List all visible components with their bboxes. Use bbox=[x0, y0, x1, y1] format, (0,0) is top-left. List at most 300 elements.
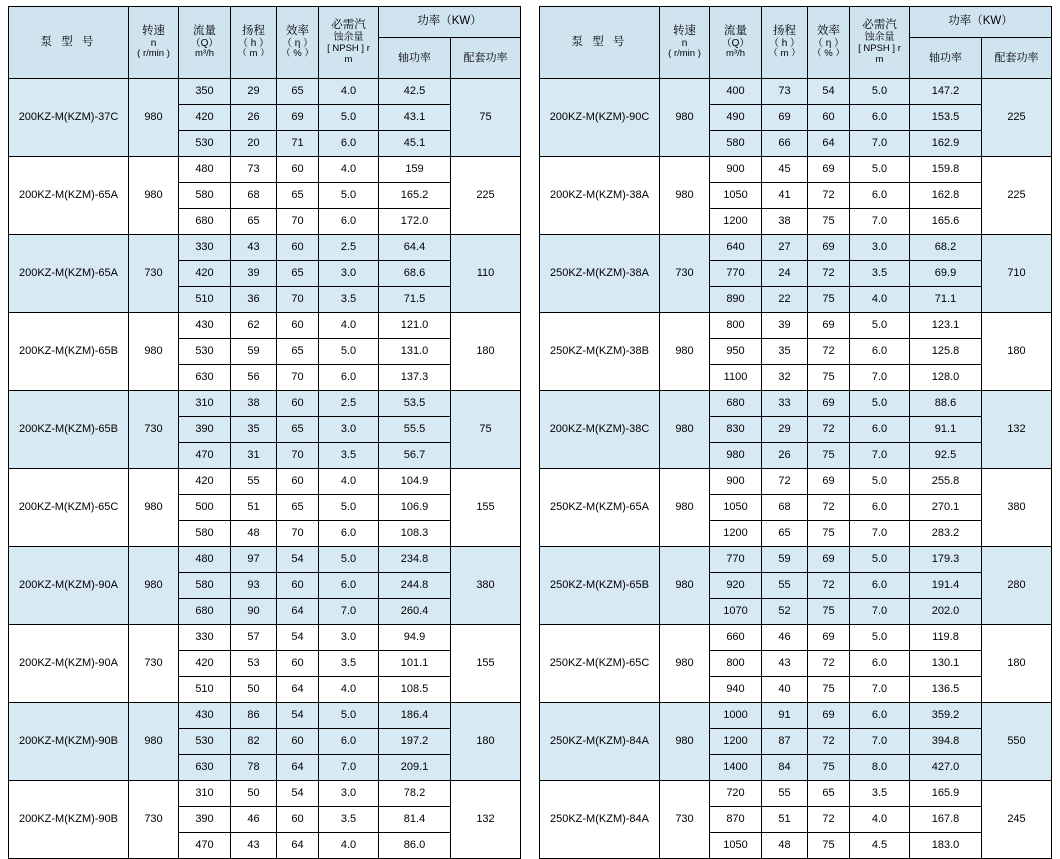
cell-head: 65 bbox=[231, 209, 277, 235]
cell-shaft-power: 131.0 bbox=[379, 339, 451, 365]
table-row bbox=[9, 235, 521, 261]
cell-flow: 420 bbox=[179, 651, 231, 677]
cell-efficiency: 69 bbox=[808, 313, 850, 339]
cell-efficiency: 72 bbox=[808, 261, 850, 287]
cell-npsh: 3.0 bbox=[319, 417, 379, 443]
cell-shaft-power: 81.4 bbox=[379, 807, 451, 833]
cell-head: 39 bbox=[231, 261, 277, 287]
header-head-l3: （ m ） bbox=[768, 48, 801, 60]
cell-efficiency: 72 bbox=[808, 339, 850, 365]
cell-flow: 980 bbox=[710, 443, 762, 469]
table-header-right bbox=[540, 7, 1052, 79]
cell-flow: 470 bbox=[179, 833, 231, 859]
cell-speed: 980 bbox=[129, 79, 179, 157]
header-flow-l1: 流量 bbox=[193, 24, 216, 37]
cell-head: 29 bbox=[231, 79, 277, 105]
cell-speed: 730 bbox=[660, 781, 710, 859]
cell-flow: 500 bbox=[179, 495, 231, 521]
cell-shaft-power: 159 bbox=[379, 157, 451, 183]
header-efficiency bbox=[277, 7, 319, 79]
cell-npsh: 4.0 bbox=[319, 833, 379, 859]
cell-efficiency: 69 bbox=[808, 469, 850, 495]
cell-shaft-power: 56.7 bbox=[379, 443, 451, 469]
cell-flow: 490 bbox=[710, 105, 762, 131]
cell-matched-power: 132 bbox=[982, 391, 1052, 469]
cell-shaft-power: 270.1 bbox=[910, 495, 982, 521]
cell-speed: 980 bbox=[129, 547, 179, 625]
cell-head: 65 bbox=[762, 521, 808, 547]
cell-npsh: 4.0 bbox=[319, 157, 379, 183]
cell-head: 24 bbox=[762, 261, 808, 287]
cell-shaft-power: 53.5 bbox=[379, 391, 451, 417]
cell-shaft-power: 45.1 bbox=[379, 131, 451, 157]
cell-flow: 390 bbox=[179, 417, 231, 443]
table-row bbox=[9, 313, 521, 339]
cell-npsh: 4.0 bbox=[319, 677, 379, 703]
table-row bbox=[540, 313, 1052, 339]
cell-flow: 900 bbox=[710, 469, 762, 495]
cell-shaft-power: 101.1 bbox=[379, 651, 451, 677]
cell-flow: 530 bbox=[179, 729, 231, 755]
cell-head: 29 bbox=[762, 417, 808, 443]
cell-head: 41 bbox=[762, 183, 808, 209]
cell-matched-power: 180 bbox=[982, 625, 1052, 703]
header-eff-l1: 效率 bbox=[817, 24, 840, 37]
header-speed bbox=[129, 7, 179, 79]
cell-flow: 1070 bbox=[710, 599, 762, 625]
table-row bbox=[9, 391, 521, 417]
cell-efficiency: 72 bbox=[808, 807, 850, 833]
cell-efficiency: 64 bbox=[277, 677, 319, 703]
header-shaft-power: 轴功率 bbox=[910, 38, 982, 79]
cell-model: 200KZ-M(KZM)-38A bbox=[540, 157, 660, 235]
table-row bbox=[9, 157, 521, 183]
cell-head: 82 bbox=[231, 729, 277, 755]
header-flow-l3: m³/h bbox=[195, 48, 214, 60]
cell-head: 73 bbox=[231, 157, 277, 183]
cell-flow: 1050 bbox=[710, 183, 762, 209]
cell-head: 50 bbox=[231, 677, 277, 703]
header-eff-l3: （ % ） bbox=[812, 48, 845, 60]
cell-head: 45 bbox=[762, 157, 808, 183]
table-row bbox=[540, 157, 1052, 183]
header-npsh-l1: 必需汽 bbox=[331, 19, 366, 32]
cell-efficiency: 70 bbox=[277, 443, 319, 469]
cell-head: 43 bbox=[231, 833, 277, 859]
cell-flow: 420 bbox=[179, 105, 231, 131]
cell-head: 43 bbox=[762, 651, 808, 677]
cell-efficiency: 69 bbox=[808, 703, 850, 729]
cell-matched-power: 380 bbox=[982, 469, 1052, 547]
cell-npsh: 5.0 bbox=[319, 547, 379, 573]
cell-flow: 510 bbox=[179, 677, 231, 703]
cell-flow: 1200 bbox=[710, 729, 762, 755]
header-speed-l1: 转速 bbox=[142, 24, 165, 37]
cell-efficiency: 72 bbox=[808, 495, 850, 521]
cell-head: 31 bbox=[231, 443, 277, 469]
cell-model: 250KZ-M(KZM)-65B bbox=[540, 547, 660, 625]
cell-efficiency: 60 bbox=[277, 807, 319, 833]
cell-head: 72 bbox=[762, 469, 808, 495]
cell-npsh: 4.0 bbox=[319, 469, 379, 495]
header-power: 功率（KW） bbox=[910, 7, 1052, 38]
header-npsh-l4: m bbox=[344, 53, 353, 65]
cell-head: 56 bbox=[231, 365, 277, 391]
header-speed-l3: ( r/min ) bbox=[137, 48, 170, 60]
cell-shaft-power: 179.3 bbox=[910, 547, 982, 573]
cell-efficiency: 75 bbox=[808, 209, 850, 235]
cell-shaft-power: 78.2 bbox=[379, 781, 451, 807]
cell-head: 46 bbox=[231, 807, 277, 833]
cell-shaft-power: 183.0 bbox=[910, 833, 982, 859]
header-npsh-l2: 蚀余量 bbox=[864, 32, 895, 44]
cell-shaft-power: 128.0 bbox=[910, 365, 982, 391]
header-npsh-l2: 蚀余量 bbox=[333, 32, 364, 44]
cell-efficiency: 69 bbox=[808, 547, 850, 573]
cell-npsh: 7.0 bbox=[850, 131, 910, 157]
header-head-l1: 扬程 bbox=[773, 24, 796, 37]
cell-flow: 580 bbox=[179, 573, 231, 599]
cell-flow: 770 bbox=[710, 261, 762, 287]
cell-flow: 400 bbox=[710, 79, 762, 105]
cell-shaft-power: 244.8 bbox=[379, 573, 451, 599]
cell-flow: 310 bbox=[179, 391, 231, 417]
cell-flow: 800 bbox=[710, 313, 762, 339]
cell-flow: 1050 bbox=[710, 495, 762, 521]
header-head-l1: 扬程 bbox=[242, 24, 265, 37]
cell-flow: 1000 bbox=[710, 703, 762, 729]
cell-matched-power: 75 bbox=[451, 391, 521, 469]
cell-head: 53 bbox=[231, 651, 277, 677]
cell-head: 57 bbox=[231, 625, 277, 651]
cell-npsh: 3.0 bbox=[319, 261, 379, 287]
header-speed-l2: n bbox=[150, 37, 157, 49]
cell-efficiency: 72 bbox=[808, 729, 850, 755]
cell-head: 66 bbox=[762, 131, 808, 157]
cell-head: 48 bbox=[762, 833, 808, 859]
cell-npsh: 6.0 bbox=[850, 651, 910, 677]
cell-npsh: 6.0 bbox=[850, 339, 910, 365]
cell-shaft-power: 42.5 bbox=[379, 79, 451, 105]
cell-shaft-power: 121.0 bbox=[379, 313, 451, 339]
cell-flow: 890 bbox=[710, 287, 762, 313]
cell-npsh: 7.0 bbox=[850, 443, 910, 469]
cell-npsh: 4.0 bbox=[319, 79, 379, 105]
header-flow bbox=[179, 7, 231, 79]
cell-model: 200KZ-M(KZM)-65A bbox=[9, 157, 129, 235]
cell-npsh: 5.0 bbox=[850, 157, 910, 183]
cell-flow: 580 bbox=[179, 183, 231, 209]
cell-flow: 510 bbox=[179, 287, 231, 313]
cell-head: 26 bbox=[231, 105, 277, 131]
cell-npsh: 6.0 bbox=[850, 105, 910, 131]
cell-efficiency: 69 bbox=[808, 625, 850, 651]
cell-model: 250KZ-M(KZM)-84A bbox=[540, 781, 660, 859]
cell-speed: 980 bbox=[660, 469, 710, 547]
cell-efficiency: 65 bbox=[277, 261, 319, 287]
cell-shaft-power: 159.8 bbox=[910, 157, 982, 183]
cell-efficiency: 64 bbox=[277, 833, 319, 859]
cell-shaft-power: 165.2 bbox=[379, 183, 451, 209]
header-npsh-l1: 必需汽 bbox=[862, 19, 897, 32]
cell-shaft-power: 106.9 bbox=[379, 495, 451, 521]
cell-flow: 1050 bbox=[710, 833, 762, 859]
cell-shaft-power: 283.2 bbox=[910, 521, 982, 547]
table-row bbox=[540, 781, 1052, 807]
cell-npsh: 6.0 bbox=[319, 365, 379, 391]
cell-npsh: 6.0 bbox=[319, 131, 379, 157]
cell-npsh: 4.0 bbox=[850, 807, 910, 833]
cell-matched-power: 155 bbox=[451, 469, 521, 547]
cell-efficiency: 70 bbox=[277, 521, 319, 547]
cell-npsh: 5.0 bbox=[319, 495, 379, 521]
cell-model: 200KZ-M(KZM)-90B bbox=[9, 703, 129, 781]
cell-efficiency: 54 bbox=[277, 625, 319, 651]
header-flow-l3: m³/h bbox=[726, 48, 745, 60]
cell-head: 84 bbox=[762, 755, 808, 781]
cell-npsh: 5.0 bbox=[850, 313, 910, 339]
cell-model: 200KZ-M(KZM)-90A bbox=[9, 625, 129, 703]
cell-flow: 680 bbox=[179, 209, 231, 235]
cell-efficiency: 60 bbox=[277, 573, 319, 599]
cell-shaft-power: 64.4 bbox=[379, 235, 451, 261]
cell-flow: 330 bbox=[179, 625, 231, 651]
cell-shaft-power: 43.1 bbox=[379, 105, 451, 131]
cell-shaft-power: 108.5 bbox=[379, 677, 451, 703]
cell-speed: 730 bbox=[129, 235, 179, 313]
cell-npsh: 8.0 bbox=[850, 755, 910, 781]
header-flow-l2: （Q） bbox=[721, 37, 750, 49]
header-eff-l3: （ % ） bbox=[281, 48, 314, 60]
table-row bbox=[9, 79, 521, 105]
cell-flow: 470 bbox=[179, 443, 231, 469]
cell-efficiency: 75 bbox=[808, 599, 850, 625]
cell-npsh: 6.0 bbox=[850, 573, 910, 599]
cell-efficiency: 64 bbox=[277, 599, 319, 625]
cell-shaft-power: 137.3 bbox=[379, 365, 451, 391]
header-head bbox=[762, 7, 808, 79]
cell-npsh: 6.0 bbox=[319, 209, 379, 235]
cell-shaft-power: 86.0 bbox=[379, 833, 451, 859]
cell-npsh: 3.5 bbox=[319, 287, 379, 313]
cell-matched-power: 180 bbox=[982, 313, 1052, 391]
cell-speed: 980 bbox=[660, 547, 710, 625]
cell-flow: 800 bbox=[710, 651, 762, 677]
cell-npsh: 3.0 bbox=[319, 625, 379, 651]
cell-efficiency: 75 bbox=[808, 677, 850, 703]
cell-head: 86 bbox=[231, 703, 277, 729]
cell-flow: 390 bbox=[179, 807, 231, 833]
cell-flow: 870 bbox=[710, 807, 762, 833]
cell-shaft-power: 167.8 bbox=[910, 807, 982, 833]
cell-npsh: 5.0 bbox=[319, 703, 379, 729]
cell-shaft-power: 209.1 bbox=[379, 755, 451, 781]
cell-speed: 730 bbox=[129, 625, 179, 703]
cell-efficiency: 64 bbox=[277, 755, 319, 781]
cell-speed: 980 bbox=[660, 703, 710, 781]
cell-shaft-power: 162.9 bbox=[910, 131, 982, 157]
cell-model: 200KZ-M(KZM)-90C bbox=[540, 79, 660, 157]
cell-npsh: 7.0 bbox=[850, 677, 910, 703]
cell-shaft-power: 92.5 bbox=[910, 443, 982, 469]
cell-shaft-power: 186.4 bbox=[379, 703, 451, 729]
cell-shaft-power: 130.1 bbox=[910, 651, 982, 677]
table-row bbox=[540, 235, 1052, 261]
cell-model: 250KZ-M(KZM)-84A bbox=[540, 703, 660, 781]
cell-npsh: 6.0 bbox=[319, 573, 379, 599]
cell-shaft-power: 71.1 bbox=[910, 287, 982, 313]
cell-speed: 730 bbox=[660, 235, 710, 313]
cell-matched-power: 550 bbox=[982, 703, 1052, 781]
table-row bbox=[540, 469, 1052, 495]
cell-efficiency: 65 bbox=[277, 339, 319, 365]
cell-npsh: 5.0 bbox=[319, 183, 379, 209]
cell-shaft-power: 162.8 bbox=[910, 183, 982, 209]
header-shaft-power: 轴功率 bbox=[379, 38, 451, 79]
cell-flow: 350 bbox=[179, 79, 231, 105]
cell-efficiency: 75 bbox=[808, 833, 850, 859]
cell-efficiency: 75 bbox=[808, 443, 850, 469]
cell-head: 55 bbox=[231, 469, 277, 495]
cell-flow: 940 bbox=[710, 677, 762, 703]
cell-npsh: 7.0 bbox=[850, 729, 910, 755]
header-speed-l1: 转速 bbox=[673, 24, 696, 37]
table-row bbox=[9, 625, 521, 651]
cell-head: 27 bbox=[762, 235, 808, 261]
cell-efficiency: 60 bbox=[277, 469, 319, 495]
cell-npsh: 6.0 bbox=[850, 495, 910, 521]
cell-matched-power: 245 bbox=[982, 781, 1052, 859]
cell-shaft-power: 255.8 bbox=[910, 469, 982, 495]
cell-shaft-power: 394.8 bbox=[910, 729, 982, 755]
cell-npsh: 5.0 bbox=[319, 339, 379, 365]
cell-efficiency: 70 bbox=[277, 287, 319, 313]
cell-shaft-power: 165.9 bbox=[910, 781, 982, 807]
cell-head: 36 bbox=[231, 287, 277, 313]
cell-head: 51 bbox=[762, 807, 808, 833]
cell-npsh: 6.0 bbox=[319, 521, 379, 547]
cell-efficiency: 69 bbox=[808, 157, 850, 183]
cell-flow: 480 bbox=[179, 547, 231, 573]
cell-npsh: 7.0 bbox=[850, 521, 910, 547]
cell-efficiency: 60 bbox=[277, 391, 319, 417]
cell-head: 97 bbox=[231, 547, 277, 573]
header-npsh bbox=[850, 7, 910, 79]
cell-flow: 1200 bbox=[710, 521, 762, 547]
cell-shaft-power: 191.4 bbox=[910, 573, 982, 599]
cell-model: 200KZ-M(KZM)-65B bbox=[9, 313, 129, 391]
header-npsh bbox=[319, 7, 379, 79]
cell-head: 33 bbox=[762, 391, 808, 417]
cell-npsh: 7.0 bbox=[319, 755, 379, 781]
cell-matched-power: 225 bbox=[982, 157, 1052, 235]
cell-shaft-power: 147.2 bbox=[910, 79, 982, 105]
table-header-left bbox=[9, 7, 521, 79]
cell-efficiency: 69 bbox=[808, 235, 850, 261]
cell-matched-power: 75 bbox=[451, 79, 521, 157]
cell-matched-power: 225 bbox=[451, 157, 521, 235]
header-speed-l2: n bbox=[681, 37, 688, 49]
cell-npsh: 5.0 bbox=[319, 105, 379, 131]
table-row bbox=[9, 547, 521, 573]
cell-head: 59 bbox=[762, 547, 808, 573]
header-head-l2: （ h ） bbox=[237, 37, 270, 49]
cell-npsh: 5.0 bbox=[850, 625, 910, 651]
cell-flow: 580 bbox=[710, 131, 762, 157]
header-speed bbox=[660, 7, 710, 79]
cell-head: 50 bbox=[231, 781, 277, 807]
cell-npsh: 7.0 bbox=[850, 599, 910, 625]
cell-efficiency: 54 bbox=[808, 79, 850, 105]
table-row bbox=[9, 781, 521, 807]
cell-npsh: 6.0 bbox=[850, 183, 910, 209]
pump-spec-table-right bbox=[539, 6, 1052, 859]
cell-shaft-power: 68.2 bbox=[910, 235, 982, 261]
header-efficiency bbox=[808, 7, 850, 79]
cell-npsh: 5.0 bbox=[850, 547, 910, 573]
cell-head: 59 bbox=[231, 339, 277, 365]
cell-npsh: 2.5 bbox=[319, 391, 379, 417]
cell-shaft-power: 94.9 bbox=[379, 625, 451, 651]
cell-flow: 580 bbox=[179, 521, 231, 547]
cell-flow: 630 bbox=[179, 755, 231, 781]
header-matched-power: 配套功率 bbox=[451, 38, 521, 79]
cell-speed: 980 bbox=[129, 469, 179, 547]
cell-efficiency: 72 bbox=[808, 417, 850, 443]
cell-matched-power: 180 bbox=[451, 703, 521, 781]
cell-flow: 680 bbox=[179, 599, 231, 625]
cell-shaft-power: 69.9 bbox=[910, 261, 982, 287]
cell-efficiency: 65 bbox=[277, 495, 319, 521]
cell-speed: 730 bbox=[129, 391, 179, 469]
cell-flow: 630 bbox=[179, 365, 231, 391]
cell-shaft-power: 104.9 bbox=[379, 469, 451, 495]
cell-efficiency: 60 bbox=[277, 729, 319, 755]
table-row bbox=[540, 391, 1052, 417]
cell-shaft-power: 71.5 bbox=[379, 287, 451, 313]
cell-efficiency: 75 bbox=[808, 755, 850, 781]
pump-spec-table-left bbox=[8, 6, 521, 859]
cell-matched-power: 380 bbox=[451, 547, 521, 625]
header-npsh-l3: [ NPSH ] r bbox=[327, 42, 370, 54]
header-npsh-l3: [ NPSH ] r bbox=[858, 42, 901, 54]
cell-shaft-power: 55.5 bbox=[379, 417, 451, 443]
cell-matched-power: 710 bbox=[982, 235, 1052, 313]
cell-efficiency: 72 bbox=[808, 573, 850, 599]
table-body-left bbox=[9, 79, 521, 859]
cell-shaft-power: 68.6 bbox=[379, 261, 451, 287]
cell-flow: 770 bbox=[710, 547, 762, 573]
cell-efficiency: 70 bbox=[277, 209, 319, 235]
cell-efficiency: 65 bbox=[808, 781, 850, 807]
cell-efficiency: 54 bbox=[277, 781, 319, 807]
cell-shaft-power: 197.2 bbox=[379, 729, 451, 755]
cell-efficiency: 65 bbox=[277, 417, 319, 443]
cell-head: 62 bbox=[231, 313, 277, 339]
cell-head: 68 bbox=[762, 495, 808, 521]
cell-efficiency: 60 bbox=[277, 651, 319, 677]
header-flow-l2: （Q） bbox=[190, 37, 219, 49]
cell-npsh: 7.0 bbox=[850, 365, 910, 391]
table-row bbox=[9, 469, 521, 495]
cell-efficiency: 69 bbox=[808, 391, 850, 417]
cell-head: 93 bbox=[231, 573, 277, 599]
cell-head: 39 bbox=[762, 313, 808, 339]
cell-efficiency: 75 bbox=[808, 365, 850, 391]
cell-efficiency: 65 bbox=[277, 183, 319, 209]
cell-efficiency: 71 bbox=[277, 131, 319, 157]
cell-npsh: 5.0 bbox=[850, 469, 910, 495]
